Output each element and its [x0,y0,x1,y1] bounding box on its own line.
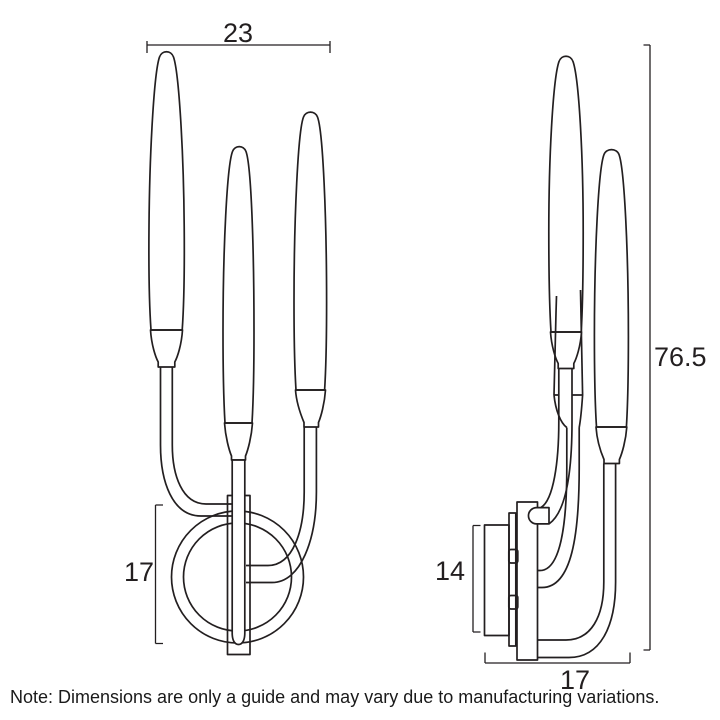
candle-left-body [149,52,184,330]
candle-right-body [294,112,327,390]
center-stem-tube [232,460,245,645]
dimension-front-width [147,18,330,53]
dimension-total-height-line [644,45,651,650]
top-arm-outer [541,369,559,508]
dimension-backplate-height [435,526,481,633]
right-arm-outer [246,427,316,583]
candle-middle-socket [225,423,253,460]
side-canopy [485,525,510,636]
dimension-backplate-height-label: 14 [434,556,466,586]
top-arm-inner [549,369,572,524]
note-text: Note: Dimensions are only a guide and may vary due to manufacturing variations. [10,687,660,707]
dimension-ring-height-line [156,505,164,644]
side-bracket [517,502,538,660]
dimension-total-height-label: 76.5 [654,342,707,372]
side-backplate [509,513,516,646]
rear-candle-left-edge [554,296,557,395]
left-arm-outer [161,367,234,516]
dimension-depth-label: 17 [559,665,591,695]
dimension-total-height [644,45,707,650]
candle-middle-body [223,147,254,423]
dimension-ring-height-label: 17 [123,557,155,587]
side-candle-short-socket [596,427,627,464]
dimension-ring-height [124,505,163,644]
dimensions [124,18,707,695]
right-arm-inner [246,427,304,566]
dimension-front-width-label: 23 [222,18,254,48]
middle-arm-inner [538,428,567,571]
candle-right-socket [296,390,326,427]
top-arm-hook [528,508,549,524]
side-view [485,56,629,660]
front-view [149,52,327,655]
side-candle-tall-body [549,56,583,332]
dimension-backplate-height-line [473,526,481,633]
bottom-arm-inner [538,464,604,641]
side-candle-short-body [594,150,628,427]
candle-left-socket [151,330,183,367]
